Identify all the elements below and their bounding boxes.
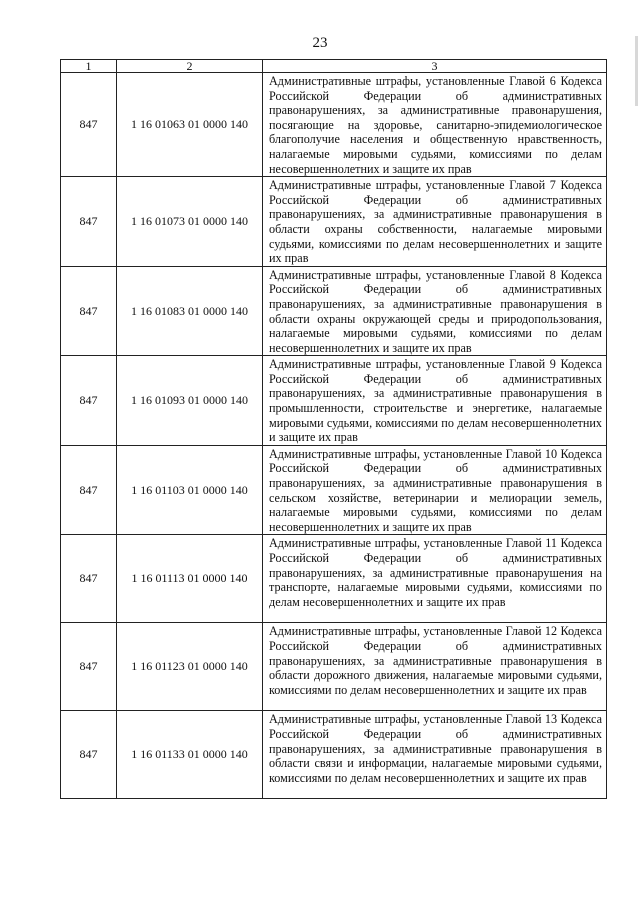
page-number: 23 (312, 35, 328, 51)
admin-code-cell: 847 (61, 535, 117, 623)
table-row (61, 356, 607, 446)
description-cell: Административные штрафы, установленные Главой 10 Кодекса Российской Федерации об административных правонарушениях, за административные правонарушения в сельском хозяйстве, ветеринарии и мелиорации земель, налагаемые мировыми судьями, комиссиями по делам несовершеннолетних и защите их прав (263, 445, 607, 535)
budget-code-cell: 1 16 01083 01 0000 140 (117, 266, 263, 356)
description-cell: Административные штрафы, установленные Главой 13 Кодекса Российской Федерации об административных правонарушениях, за административные правонарушения в области связи и информации, налагаемые мировыми судьями, комиссиями по делам несовершеннолетних и защите их прав (263, 711, 607, 799)
revenue-codes-table (60, 59, 607, 799)
description-cell: Административные штрафы, установленные Главой 11 Кодекса Российской Федерации об административных правонарушениях, за административные правонарушения на транспорте, налагаемые мировыми судьями, комиссиями по делам несовершеннолетних и защите их прав (263, 535, 607, 623)
revenue-codes-table-wrapper (60, 59, 606, 799)
budget-code-cell: 1 16 01123 01 0000 140 (117, 623, 263, 711)
table-row (61, 535, 607, 623)
table-row (61, 623, 607, 711)
table-row (61, 711, 607, 799)
admin-code-cell: 847 (61, 623, 117, 711)
description-cell: Административные штрафы, установленные Главой 9 Кодекса Российской Федерации об административных правонарушениях, за административные правонарушения в промышленности, строительстве и энергетике, налагаемые мировыми судьями, комиссиями по делам несовершеннолетних и защите их прав (263, 356, 607, 446)
budget-code-cell: 1 16 01133 01 0000 140 (117, 711, 263, 799)
admin-code-cell: 847 (61, 177, 117, 267)
admin-code-cell: 847 (61, 73, 117, 177)
budget-code-cell: 1 16 01063 01 0000 140 (117, 73, 263, 177)
admin-code-cell: 847 (61, 445, 117, 535)
description-cell: Административные штрафы, установленные Главой 7 Кодекса Российской Федерации об административных правонарушениях, за административные правонарушения в области охраны собственности, налагаемые мировыми судьями, комиссиями по делам несовершеннолетних и защите их прав (263, 177, 607, 267)
description-cell: Административные штрафы, установленные Главой 6 Кодекса Российской Федерации об административных правонарушениях, за административные правонарушения, посягающие на здоровье, санитарно-эпидемиологическое благополучие населения и общественную нравственность, налагаемые мировыми судьями, комиссиями по делам несовершеннолетних и защите их прав (263, 73, 607, 177)
table-row (61, 445, 607, 535)
table-row (61, 177, 607, 267)
budget-code-cell: 1 16 01103 01 0000 140 (117, 445, 263, 535)
description-cell: Административные штрафы, установленные Главой 8 Кодекса Российской Федерации об административных правонарушениях, за административные правонарушения в области охраны окружающей среды и природопользования, налагаемые мировыми судьями, комиссиями по делам несовершеннолетних и защите их прав (263, 266, 607, 356)
admin-code-cell: 847 (61, 356, 117, 446)
budget-code-cell: 1 16 01093 01 0000 140 (117, 356, 263, 446)
table-row (61, 73, 607, 177)
description-cell: Административные штрафы, установленные Главой 12 Кодекса Российской Федерации об административных правонарушениях, за административные правонарушения в области дорожного движения, налагаемые мировыми судьями, комиссиями по делам несовершеннолетних и защите их прав (263, 623, 607, 711)
column-header-3: 3 (263, 60, 607, 73)
table-row (61, 266, 607, 356)
column-header-2: 2 (117, 60, 263, 73)
admin-code-cell: 847 (61, 711, 117, 799)
table-header-row (61, 60, 607, 73)
scan-margin-artifact (635, 36, 638, 106)
column-header-1: 1 (61, 60, 117, 73)
budget-code-cell: 1 16 01113 01 0000 140 (117, 535, 263, 623)
budget-code-cell: 1 16 01073 01 0000 140 (117, 177, 263, 267)
admin-code-cell: 847 (61, 266, 117, 356)
